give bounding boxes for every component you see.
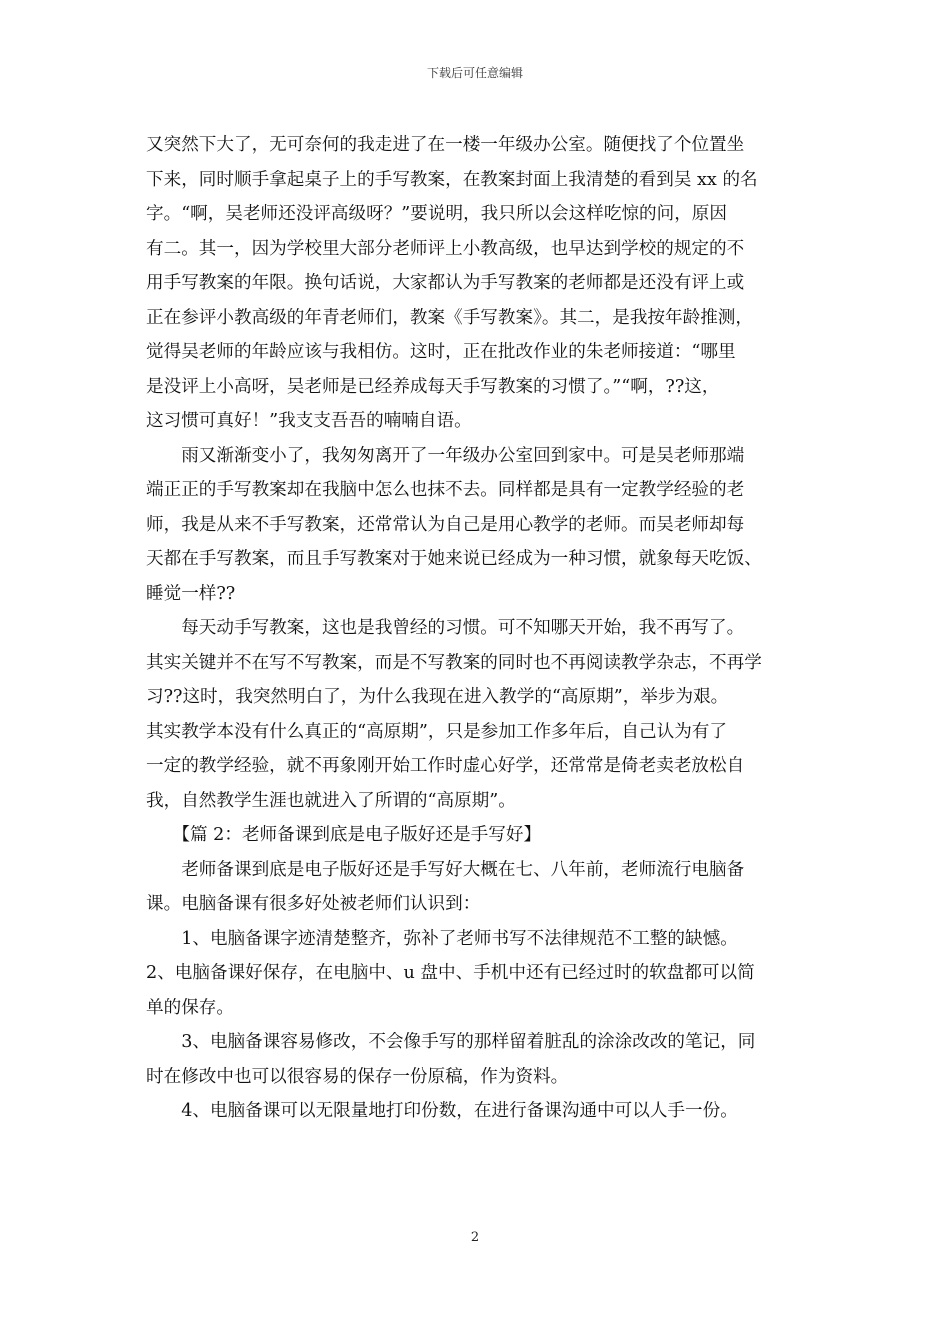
text-line: 其实教学本没有什么真正的“高原期”，只是参加工作多年后，自己认为有了 (146, 721, 727, 742)
text-line: 其实关键并不在写不写教案，而是不写教案的同时也不再阅读教学杂志，不再学 (146, 652, 762, 673)
text-line: 4、电脑备课可以无限量地打印份数，在进行备课沟通中可以人手一份。 (146, 1101, 738, 1121)
text-line: 每天动手写教案，这也是我曾经的习惯。可不知哪天开始，我不再写了。 (146, 618, 745, 638)
text-line: 3、电脑备课容易修改，不会像手写的那样留着脏乱的涂涂改改的笔记，同 (146, 1032, 756, 1052)
document-body (146, 128, 826, 1129)
text-line: 字。“啊，吴老师还没评高级呀？”要说明，我只所以会这样吃惊的问，原因 (146, 204, 727, 224)
text-line: 是没评上小高呀，吴老师是已经养成每天手写教案的习惯了。”“啊，??这， (146, 376, 720, 397)
text-line: 天都在手写教案，而且手写教案对于她来说已经成为一种习惯，就象每天吃饭、 (146, 549, 762, 569)
text-line: 这习惯可真好！”我支支吾吾的喃喃自语。 (146, 411, 472, 431)
text-line: 正在参评小教高级的年青老师们，教案《手写教案》。其二，是我按年龄推测， (146, 307, 753, 328)
text-line: 下来，同时顺手拿起桌子上的手写教案，在教案封面上我清楚的看到吴 xx 的名 (146, 169, 758, 190)
text-line: 觉得吴老师的年龄应该与我相仿。这时，正在批改作业的朱老师接道：“哪里 (146, 342, 736, 362)
text-line: 睡觉一样?? (146, 583, 236, 604)
text-line: 又突然下大了，无可奈何的我走进了在一楼一年级办公室。随便找了个位置坐 (146, 135, 745, 155)
text-line: 一定的教学经验，就不再象刚开始工作时虚心好学，还常常是倚老卖老放松自 (146, 756, 745, 776)
text-line: 有二。其一，因为学校里大部分老师评上小教高级，也早达到学校的规定的不 (146, 238, 745, 259)
page-header-note: 下载后可任意编辑 (426, 66, 523, 80)
text-line: 端正正的手写教案却在我脑中怎么也抹不去。同样都是具有一定教学经验的老 (146, 480, 745, 500)
text-line: 我，自然教学生涯也就进入了所谓的“高原期”。 (146, 790, 516, 811)
text-line: 用手写教案的年限。换句话说，大家都认为手写教案的老师都是还没有评上或 (146, 273, 745, 293)
text-line: 师，我是从来不手写教案，还常常认为自己是用心教学的老师。而吴老师却每 (146, 514, 745, 535)
text-line: 单的保存。 (146, 997, 234, 1018)
text-line: 1、电脑备课字迹清楚整齐，弥补了老师书写不法律规范不工整的缺憾。 (146, 928, 738, 949)
text-line: 2、电脑备课好保存，在电脑中、u 盘中、手机中还有已经过时的软盘都可以简 (146, 963, 755, 983)
text-line: 雨又渐渐变小了，我匆匆离开了一年级办公室回到家中。可是吴老师那端 (146, 445, 745, 466)
text-line: 习??这时，我突然明白了，为什么我现在进入教学的“高原期”，举步为艰。 (146, 687, 729, 707)
text-line: 老师备课到底是电子版好还是手写好大概在七、八年前，老师流行电脑备 (146, 859, 745, 880)
text-line: 课。电脑备课有很多好处被老师们认识到： (146, 894, 481, 914)
page-number: 2 (470, 1230, 480, 1245)
section-heading: 【篇 2：老师备课到底是电子版好还是手写好】 (146, 825, 542, 845)
text-line: 时在修改中也可以很容易的保存一份原稿，作为资料。 (146, 1066, 569, 1087)
